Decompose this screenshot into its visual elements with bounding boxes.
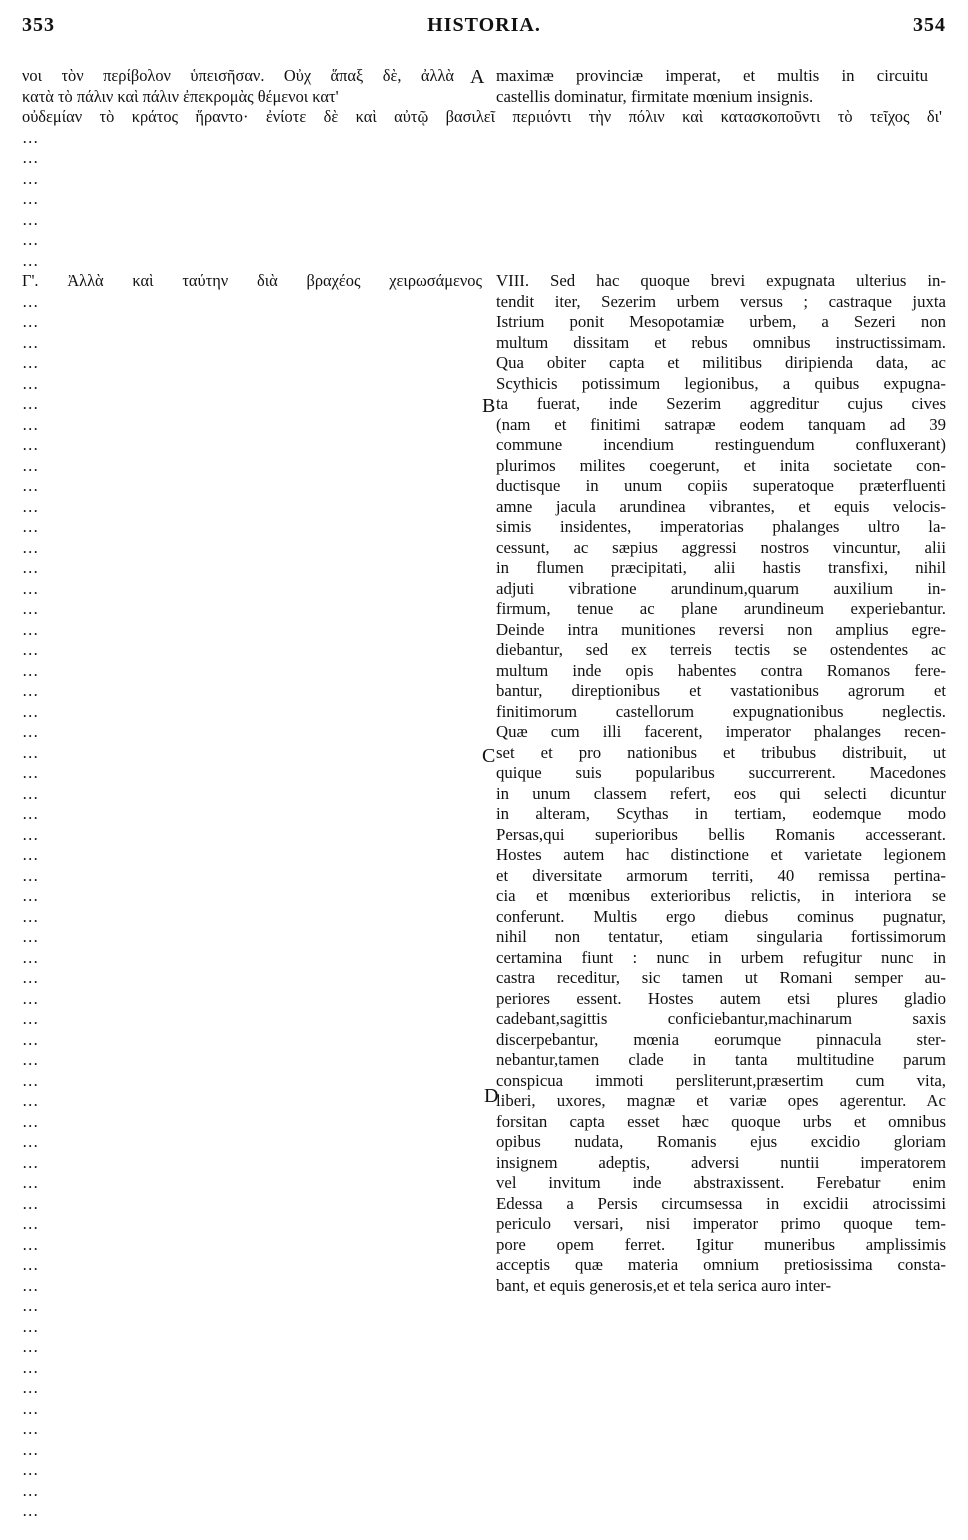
greek-text-line: … [22, 517, 39, 536]
greek-text-line: … [22, 927, 39, 946]
greek-text-line: … [22, 1132, 39, 1151]
latin-column [496, 271, 946, 1296]
latin-text-line: simis insidentes, imperatorias phalanges ultro la- [496, 517, 946, 536]
latin-text-line: Deinde intra munitiones reversi non amplius egre- [496, 619, 946, 639]
latin-text-line: bant, et equis generosis,et et tela serica auro inter- [496, 1275, 832, 1295]
greek-text-line: … [22, 291, 39, 311]
greek-text-line: … [22, 1255, 39, 1274]
latin-text-line: diebantur, sed ex terreis tectis se ostendentes ac [496, 640, 946, 659]
latin-text-line: multum inde opis habentes contra Romanos fere- [496, 660, 946, 680]
latin-text-line: in alteram, Scythas in tertiam, eodemque modo [496, 804, 946, 823]
latin-text-line: cessunt, ac sæpius aggressi nostros vincuntur, alii [496, 537, 946, 557]
latin-text-line: Hostes autem hac distinctione et varietate legionem [496, 845, 946, 864]
latin-text-line: commune incendium restinguendum confluxerant) [496, 435, 946, 454]
latin-text-line: vel invitum inde abstraxissent. Ferebatur enim [496, 1173, 946, 1192]
latin-text-line: nihil non tentatur, etiam singularia fortissimorum [496, 927, 946, 946]
greek-text-line: … [22, 722, 39, 741]
greek-text-line: … [22, 681, 39, 700]
latin-text-line: amne jacula arundinea vibrantes, et equis velocis- [496, 496, 946, 516]
greek-text-line: … [22, 332, 39, 352]
greek-text-line: … [22, 1501, 39, 1520]
greek-text-line: … [22, 1193, 39, 1213]
margin-letter-a: A [470, 66, 485, 88]
greek-text-line: Γ'. Ἀλλὰ καὶ ταύτην διὰ βραχέος χειρωσάμενος [22, 271, 482, 290]
running-title: HISTORIA. [427, 14, 541, 36]
latin-text-line: liberi, uxores, magnæ et variæ opes agerentur. Ac [496, 1091, 946, 1110]
latin-text-line: Scythicis potissimum legionibus, a quibus expugna- [496, 373, 946, 393]
greek-text-line: … [22, 865, 39, 885]
greek-text-line: … [22, 1050, 39, 1069]
latin-text-line: bantur, direptionibus et vastationibus agrorum et [496, 681, 946, 700]
latin-text-line: tendit iter, Sezerim urbem versus ; castraque juxta [496, 291, 946, 311]
page-number-left: 353 [22, 14, 55, 36]
greek-text-line: … [22, 1378, 39, 1397]
latin-text-line: acceptis quæ materia omnium pretiosissima consta- [496, 1255, 946, 1274]
greek-text-line: … [22, 312, 39, 331]
greek-text-line: … [22, 701, 39, 721]
latin-text-line: in flumen præcipitati, alii hastis transfixi, nihil [496, 558, 946, 577]
margin-letter-c: C [482, 745, 496, 767]
greek-text-line: … [22, 1009, 39, 1028]
latin-text-line: et diversitate armorum territi, 40 remissa pertina- [496, 865, 946, 885]
greek-text-line: … [22, 1419, 39, 1438]
latin-text-line: multum dissitam et rebus omnibus instructissimam. [496, 332, 946, 352]
greek-text-line: … [22, 783, 39, 803]
greek-text-line: … [22, 1214, 39, 1233]
latin-text-line: nebantur,tamen clade in tanta multitudine parum [496, 1050, 946, 1069]
greek-text-line: … [22, 988, 39, 1008]
latin-text-line: castellis dominatur, firmitate mœnium insignis. [496, 86, 814, 106]
latin-text-line: conferunt. Multis ergo diebus cominus pugnatur, [496, 906, 946, 926]
greek-text-line: … [22, 537, 39, 557]
greek-text-line: … [22, 1275, 39, 1295]
running-header [22, 14, 946, 46]
greek-text-line: … [22, 414, 39, 434]
greek-text-line: … [22, 353, 39, 372]
latin-text-line: quique suis popularibus succurrerent. Macedones [496, 763, 946, 782]
greek-text-line: … [22, 496, 39, 516]
latin-text-line: ta fuerat, inde Sezerim aggreditur cujus cives [496, 394, 946, 413]
greek-text-line: … [22, 127, 39, 147]
greek-text-line: … [22, 1111, 39, 1131]
greek-text-line: … [22, 640, 39, 659]
latin-text-line: castra receditur, sic tamen ut Romani semper au- [496, 968, 946, 987]
latin-text-line: pore opem ferret. Igitur muneribus amplissimis [496, 1234, 946, 1254]
greek-text-line: … [22, 906, 39, 926]
greek-text-line: … [22, 168, 39, 188]
greek-text-line: … [22, 578, 39, 598]
greek-text-line: … [22, 1439, 39, 1459]
greek-text-line: … [22, 209, 39, 229]
latin-text-line: firmum, tenue ac plane arundineum experiebantur. [496, 599, 946, 618]
greek-text-line: … [22, 845, 39, 864]
greek-text-line: οὐδεμίαν τὸ κράτος ἥραντο· ἐνίοτε δὲ καὶ αὐτῷ βασιλεῖ περιιόντι τὴν πόλιν καὶ κατασκοποῦντι τὸ τεῖχος δι' [22, 107, 942, 126]
latin-text-line: plurimos milites coegerunt, et inita societate con- [496, 455, 946, 475]
latin-text-line: maximæ provinciæ imperat, et multis in circuitu [496, 66, 928, 85]
latin-text-line: Edessa a Persis circumsessa in excidii atrocissimi [496, 1193, 946, 1213]
latin-top-block [496, 66, 928, 107]
greek-text-line: … [22, 476, 39, 495]
latin-text-line: cia et mœnibus exterioribus relictis, in interiora se [496, 886, 946, 905]
greek-text-line: … [22, 1460, 39, 1479]
latin-text-line: certamina fiunt : nunc in urbem refugitur nunc in [496, 947, 946, 967]
greek-text-line: … [22, 148, 39, 167]
latin-text-line: cadebant,sagittis conficiebantur,machinarum saxis [496, 1009, 946, 1028]
greek-text-line: … [22, 824, 39, 844]
latin-text-line: finitimorum castellorum expugnationibus neglectis. [496, 701, 946, 721]
latin-text-line: conspicua immoti persliterunt,præsertim cum vita, [496, 1070, 946, 1090]
greek-text-line: νοι τὸν περίβολον ὑπεισῆσαν. Οὐχ ἅπαξ δὲ, ἀλλὰ [22, 66, 454, 85]
margin-letter-b: B [482, 395, 496, 417]
margin-letter-d: D [484, 1085, 499, 1107]
latin-text-line: discerpebantur, mœnia eorumque pinnacula ster- [496, 1029, 946, 1049]
greek-text-line: … [22, 230, 39, 249]
greek-text-line: … [22, 1029, 39, 1049]
greek-text-line: … [22, 599, 39, 618]
latin-text-line: (nam et finitimi satrapæ eodem tanquam ad 39 [496, 414, 946, 434]
greek-text-line: … [22, 1480, 39, 1500]
greek-text-line: … [22, 189, 39, 208]
latin-text-line: VIII. Sed hac quoque brevi expugnata ulterius in- [496, 271, 946, 290]
greek-text-line: … [22, 558, 39, 577]
latin-text-line: ductisque in unum copiis superatoque præterfluenti [496, 476, 946, 495]
greek-text-line: … [22, 660, 39, 680]
latin-text-line: forsitan capta esset hæc quoque urbs et omnibus [496, 1111, 946, 1131]
greek-text-line: … [22, 1173, 39, 1192]
greek-text-line: … [22, 947, 39, 967]
latin-text-line: adjuti vibratione arundinum,quarum auxilium in- [496, 578, 946, 598]
greek-text-line: … [22, 1152, 39, 1172]
greek-wide-block [22, 107, 942, 271]
latin-text-line: opibus nudata, Romanis ejus excidio gloriam [496, 1132, 946, 1151]
greek-column [22, 271, 482, 1522]
greek-text-line: … [22, 968, 39, 987]
greek-text-line: … [22, 1070, 39, 1090]
page-number-right: 354 [913, 14, 946, 36]
latin-text-line: set et pro nationibus et tribubus distribuit, ut [496, 742, 946, 762]
greek-text-line: κατὰ τὸ πάλιν καὶ πάλιν ἐπεκρομὰς θέμενοι κατ' [22, 86, 339, 106]
greek-text-line: … [22, 1337, 39, 1356]
latin-text-line: Qua obiter capta et militibus diripienda data, ac [496, 353, 946, 372]
greek-text-line: … [22, 763, 39, 782]
greek-text-line: … [22, 1357, 39, 1377]
greek-text-line: … [22, 455, 39, 475]
greek-text-line: … [22, 1234, 39, 1254]
greek-text-line: … [22, 742, 39, 762]
latin-text-line: Quæ cum illi facerent, imperator phalanges recen- [496, 722, 946, 741]
latin-text-line: Persas,qui superioribus bellis Romanis accesserant. [496, 824, 946, 844]
greek-text-line: … [22, 619, 39, 639]
greek-text-line: … [22, 394, 39, 413]
latin-text-line: in unum classem refert, eos qui selecti dicuntur [496, 783, 946, 803]
greek-text-line: … [22, 804, 39, 823]
greek-text-line: … [22, 373, 39, 393]
greek-text-line: … [22, 435, 39, 454]
greek-text-line: … [22, 250, 39, 270]
latin-text-line: Istrium ponit Mesopotamiæ urbem, a Sezeri non [496, 312, 946, 331]
greek-text-line: … [22, 1296, 39, 1315]
greek-text-line: … [22, 1316, 39, 1336]
greek-text-line: … [22, 1091, 39, 1110]
latin-text-line: periculo versari, nisi imperator primo quoque tem- [496, 1214, 946, 1233]
greek-top-block [22, 66, 454, 107]
latin-text-line: insignem adeptis, adversi nuntii imperatorem [496, 1152, 946, 1172]
greek-text-line: … [22, 886, 39, 905]
greek-text-line: … [22, 1398, 39, 1418]
latin-text-line: periores essent. Hostes autem etsi plures gladio [496, 988, 946, 1008]
